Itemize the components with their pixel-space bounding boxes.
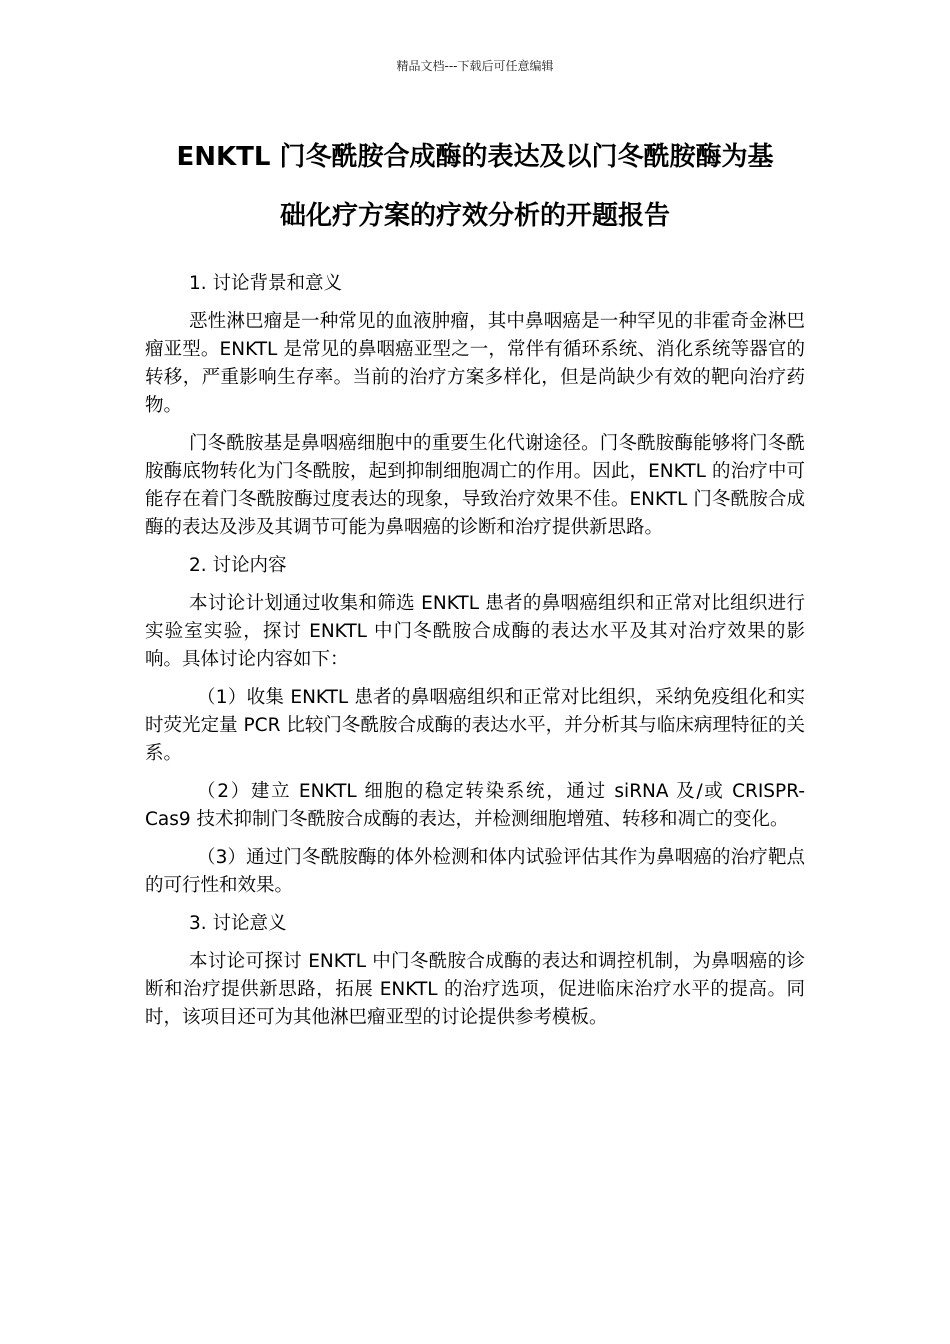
list-item-content-2: （2）建立 ENKTL 细胞的稳定转染系统，通过 siRNA 及/或 CRISPR-Cas9 技术抑制门冬酰胺合成酶的表达，并检测细胞增殖、转移和凋亡的变化。	[145, 781, 805, 830]
paragraph-background-2: 门冬酰胺基是鼻咽癌细胞中的重要生化代谢途径。门冬酰胺酶能够将门冬酰胺酶底物转化为门冬酰胺，起到抑制细胞凋亡的作用。因此，ENKTL 的治疗中可能存在着门冬酰胺酶过度表达的现象，导致治疗效果不佳。ENKTL 门冬酰胺合成酶的表达及涉及其调节可能为鼻咽癌的诊断和治疗提供新思路。	[145, 433, 805, 538]
document-title-line-2: 础化疗方案的疗效分析的开题报告	[279, 201, 670, 231]
section-heading-background: 1. 讨论背景和意义	[189, 273, 343, 294]
document-body	[145, 270, 805, 1042]
paragraph-content-intro: 本讨论计划通过收集和筛选 ENKTL 患者的鼻咽癌组织和正常对比组织进行实验室实验，探讨 ENKTL 中门冬酰胺合成酶的表达水平及其对治疗效果的影响。具体讨论内容如下：	[145, 593, 805, 670]
list-item-content-3: （3）通过门冬酰胺酶的体外检测和体内试验评估其作为鼻咽癌的治疗靶点的可行性和效果。	[145, 847, 805, 896]
document-title-line-1: ENKTL 门冬酰胺合成酶的表达及以门冬酰胺酶为基	[176, 142, 774, 172]
page-header-watermark: 精品文档---下载后可任意编辑	[396, 59, 554, 73]
paragraph-significance: 本讨论可探讨 ENKTL 中门冬酰胺合成酶的表达和调控机制，为鼻咽癌的诊断和治疗提供新思路，拓展 ENKTL 的治疗选项，促进临床治疗水平的提高。同时，该项目还可为其他淋巴瘤亚型的讨论提供参考模板。	[145, 951, 805, 1028]
list-item-content-1: （1）收集 ENKTL 患者的鼻咽癌组织和正常对比组织，采纳免疫组化和实时荧光定量 PCR 比较门冬酰胺合成酶的表达水平，并分析其与临床病理特征的关系。	[145, 687, 805, 764]
section-heading-content: 2. 讨论内容	[189, 555, 287, 576]
section-heading-significance: 3. 讨论意义	[189, 913, 287, 934]
document-title	[120, 128, 830, 246]
paragraph-background-1: 恶性淋巴瘤是一种常见的血液肿瘤，其中鼻咽癌是一种罕见的非霍奇金淋巴瘤亚型。ENKTL 是常见的鼻咽癌亚型之一，常伴有循环系统、消化系统等器官的转移，严重影响生存率。当前的治疗方案多样化，但是尚缺少有效的靶向治疗药物。	[145, 311, 805, 416]
